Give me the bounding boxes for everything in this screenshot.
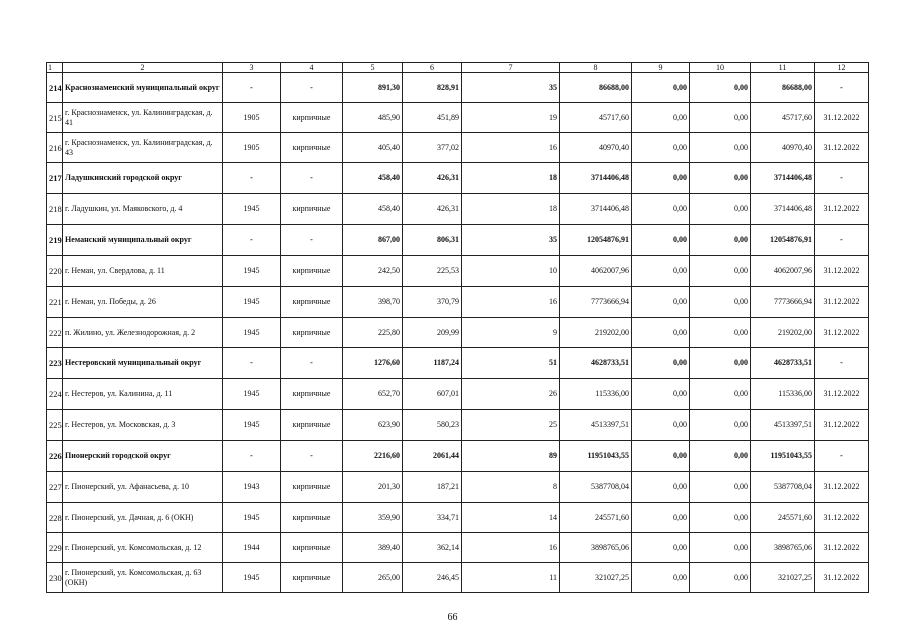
table-cell: 31.12.2022 (815, 379, 869, 410)
table-cell: 1945 (223, 318, 281, 348)
column-number-header: 4 (281, 63, 343, 73)
table-cell: 4062007,96 (751, 256, 815, 287)
table-cell: кирпичные (281, 533, 343, 563)
table-cell: кирпичные (281, 103, 343, 133)
table-cell: 2216,60 (343, 441, 403, 472)
table-cell: 426,31 (403, 194, 462, 225)
table-cell: 10 (462, 256, 560, 287)
table-cell: 0,00 (690, 103, 751, 133)
table-cell: 389,40 (343, 533, 403, 563)
table-cell: 1945 (223, 563, 281, 593)
table-cell: 225,80 (343, 318, 403, 348)
table-cell: 3714406,48 (560, 194, 632, 225)
table-cell: 405,40 (343, 133, 403, 163)
table-cell: 9 (462, 318, 560, 348)
table-cell: - (815, 73, 869, 103)
table-cell: кирпичные (281, 379, 343, 410)
table-cell: 18 (462, 194, 560, 225)
registry-table (46, 62, 869, 593)
table-cell: 0,00 (690, 533, 751, 563)
table-cell: 31.12.2022 (815, 318, 869, 348)
column-number-header: 5 (343, 63, 403, 73)
table-cell: г. Пионерский, ул. Афанасьева, д. 10 (63, 472, 223, 503)
table-cell: кирпичные (281, 410, 343, 441)
table-cell: 1905 (223, 103, 281, 133)
column-number-header: 12 (815, 63, 869, 73)
table-cell: 828,91 (403, 73, 462, 103)
table-cell: кирпичные (281, 563, 343, 593)
table-cell: 228 (47, 503, 63, 533)
table-cell: 0,00 (632, 441, 690, 472)
table-cell: 607,01 (403, 379, 462, 410)
table-cell: 31.12.2022 (815, 103, 869, 133)
table-cell: 7773666,94 (751, 287, 815, 318)
table-cell: 31.12.2022 (815, 194, 869, 225)
table-row-subtotal (47, 163, 869, 194)
table-cell: 219202,00 (560, 318, 632, 348)
table-cell: - (223, 348, 281, 379)
table-cell: 11951043,55 (560, 441, 632, 472)
table-cell: 3714406,48 (560, 163, 632, 194)
table-cell: Краснознаменский муниципальный округ (63, 73, 223, 103)
table-cell: 14 (462, 503, 560, 533)
table-cell: 426,31 (403, 163, 462, 194)
table-cell: 31.12.2022 (815, 133, 869, 163)
table-cell: 3898765,06 (560, 533, 632, 563)
table-cell: 40970,40 (751, 133, 815, 163)
column-number-header-row (47, 63, 869, 73)
table-cell: - (223, 163, 281, 194)
table-cell: 0,00 (632, 533, 690, 563)
table-cell: 214 (47, 73, 63, 103)
table-cell: 623,90 (343, 410, 403, 441)
table-cell: 0,00 (632, 163, 690, 194)
table-cell: г. Неман, ул. Победы, д. 26 (63, 287, 223, 318)
table-cell: 12054876,91 (560, 225, 632, 256)
table-cell: 0,00 (690, 287, 751, 318)
table-cell: 11 (462, 563, 560, 593)
table-cell: 0,00 (690, 194, 751, 225)
table-cell: 652,70 (343, 379, 403, 410)
table-cell: 51 (462, 348, 560, 379)
table-cell: 0,00 (632, 287, 690, 318)
table-cell: 11951043,55 (751, 441, 815, 472)
table-cell: 25 (462, 410, 560, 441)
table-cell: 1945 (223, 287, 281, 318)
table-cell: 321027,25 (560, 563, 632, 593)
table-cell: 16 (462, 287, 560, 318)
table-cell: 334,71 (403, 503, 462, 533)
table-cell: 201,30 (343, 472, 403, 503)
table-row-subtotal (47, 348, 869, 379)
table-cell: - (281, 441, 343, 472)
table-cell: 485,90 (343, 103, 403, 133)
table-cell: 451,89 (403, 103, 462, 133)
table-cell: 225 (47, 410, 63, 441)
table-cell: 89 (462, 441, 560, 472)
table-cell: 5387708,04 (751, 472, 815, 503)
table-row-subtotal (47, 225, 869, 256)
table-cell: 806,31 (403, 225, 462, 256)
column-number-header: 7 (462, 63, 560, 73)
column-number-header: 2 (63, 63, 223, 73)
table-cell: 19 (462, 103, 560, 133)
table-cell: г. Нестеров, ул. Калинина, д. 11 (63, 379, 223, 410)
table-cell: 223 (47, 348, 63, 379)
table-cell: 5387708,04 (560, 472, 632, 503)
table-cell: 31.12.2022 (815, 472, 869, 503)
table-cell: кирпичные (281, 194, 343, 225)
table-cell: 219202,00 (751, 318, 815, 348)
table-cell: кирпичные (281, 318, 343, 348)
table-row-subtotal (47, 73, 869, 103)
table-cell: г. Краснознаменск, ул. Калининградская, д. 43 (63, 133, 223, 163)
table-cell: 377,02 (403, 133, 462, 163)
table-row (47, 563, 869, 593)
table-row (47, 379, 869, 410)
table-cell: 4628733,51 (560, 348, 632, 379)
table-cell: 218 (47, 194, 63, 225)
page-number: 66 (447, 612, 458, 623)
table-cell: 220 (47, 256, 63, 287)
table-cell: 0,00 (632, 103, 690, 133)
table-cell: 1945 (223, 194, 281, 225)
table-body (47, 63, 869, 593)
table-cell: - (815, 348, 869, 379)
table-cell: 4513397,51 (751, 410, 815, 441)
table-cell: 12054876,91 (751, 225, 815, 256)
table-cell: г. Неман, ул. Свердлова, д. 11 (63, 256, 223, 287)
table-row (47, 133, 869, 163)
table-cell: 26 (462, 379, 560, 410)
table-cell: г. Ладушкин, ул. Маяковского, д. 4 (63, 194, 223, 225)
table-cell: - (281, 163, 343, 194)
table-cell: - (815, 163, 869, 194)
table-cell: п. Жилино, ул. Железнодорожная, д. 2 (63, 318, 223, 348)
table-cell: 0,00 (632, 472, 690, 503)
column-number-header: 1 (47, 63, 63, 73)
table-cell: - (223, 225, 281, 256)
table-cell: 221 (47, 287, 63, 318)
table-cell: 45717,60 (560, 103, 632, 133)
table-cell: 0,00 (632, 225, 690, 256)
column-number-header: 6 (403, 63, 462, 73)
table-cell: 0,00 (632, 318, 690, 348)
table-cell: 226 (47, 441, 63, 472)
table-cell: кирпичные (281, 472, 343, 503)
table-cell: 86688,00 (560, 73, 632, 103)
table-cell: 0,00 (690, 472, 751, 503)
table-cell: 115336,00 (560, 379, 632, 410)
table-cell: г. Пионерский, ул. Комсомольская, д. 12 (63, 533, 223, 563)
table-cell: 1905 (223, 133, 281, 163)
table-cell: 398,70 (343, 287, 403, 318)
table-cell: г. Краснознаменск, ул. Калининградская, д. 41 (63, 103, 223, 133)
table-row (47, 194, 869, 225)
table-cell: 0,00 (690, 318, 751, 348)
table-cell: 0,00 (690, 441, 751, 472)
table-cell: 86688,00 (751, 73, 815, 103)
table-cell: - (223, 441, 281, 472)
table-cell: 31.12.2022 (815, 287, 869, 318)
table-cell: - (281, 73, 343, 103)
table-cell: 0,00 (690, 225, 751, 256)
table-cell: - (223, 73, 281, 103)
table-cell: 209,99 (403, 318, 462, 348)
table-cell: 31.12.2022 (815, 256, 869, 287)
table-cell: 867,00 (343, 225, 403, 256)
table-cell: 219 (47, 225, 63, 256)
table-cell: 4513397,51 (560, 410, 632, 441)
table-cell: 580,23 (403, 410, 462, 441)
table-cell: Пионерский городской округ (63, 441, 223, 472)
table-cell: 16 (462, 533, 560, 563)
table-cell: 7773666,94 (560, 287, 632, 318)
table-cell: Нестеровский муниципальный округ (63, 348, 223, 379)
table-cell: 0,00 (690, 163, 751, 194)
table-cell: 458,40 (343, 163, 403, 194)
table-cell: 1945 (223, 379, 281, 410)
table-cell: 1276,60 (343, 348, 403, 379)
table-cell: 3714406,48 (751, 163, 815, 194)
table-cell: 362,14 (403, 533, 462, 563)
table-cell: 230 (47, 563, 63, 593)
table-cell: 4628733,51 (751, 348, 815, 379)
table-cell: 242,50 (343, 256, 403, 287)
table-cell: г. Пионерский, ул. Комсомольская, д. 63 (ОКН) (63, 563, 223, 593)
table-cell: 3714406,48 (751, 194, 815, 225)
table-cell: 1943 (223, 472, 281, 503)
table-cell: 0,00 (690, 379, 751, 410)
table-cell: 40970,40 (560, 133, 632, 163)
table-cell: 222 (47, 318, 63, 348)
table-cell: 35 (462, 73, 560, 103)
table-row (47, 103, 869, 133)
table-cell: 0,00 (632, 503, 690, 533)
table-cell: 216 (47, 133, 63, 163)
table-cell: 321027,25 (751, 563, 815, 593)
table-cell: 265,00 (343, 563, 403, 593)
table-cell: 891,30 (343, 73, 403, 103)
table-cell: 0,00 (690, 73, 751, 103)
table-cell: 31.12.2022 (815, 533, 869, 563)
table-cell: г. Нестеров, ул. Московская, д. 3 (63, 410, 223, 441)
table-row (47, 503, 869, 533)
table-cell: 31.12.2022 (815, 503, 869, 533)
table-cell: 1945 (223, 256, 281, 287)
table-cell: 229 (47, 533, 63, 563)
table-cell: 246,45 (403, 563, 462, 593)
table-cell: 35 (462, 225, 560, 256)
table-cell: - (281, 225, 343, 256)
table-cell: 8 (462, 472, 560, 503)
table-row (47, 318, 869, 348)
column-number-header: 11 (751, 63, 815, 73)
table-cell: кирпичные (281, 256, 343, 287)
table-cell: 370,79 (403, 287, 462, 318)
table-cell: 115336,00 (751, 379, 815, 410)
table-cell: кирпичные (281, 287, 343, 318)
table-cell: 215 (47, 103, 63, 133)
table-cell: 16 (462, 133, 560, 163)
table-cell: 0,00 (632, 563, 690, 593)
table-cell: 0,00 (632, 73, 690, 103)
table-cell: 0,00 (690, 503, 751, 533)
table-cell: г. Пионерский, ул. Дачная, д. 6 (ОКН) (63, 503, 223, 533)
table-cell: 0,00 (690, 348, 751, 379)
column-number-header: 8 (560, 63, 632, 73)
table-cell: 0,00 (632, 133, 690, 163)
table-cell: 245571,60 (560, 503, 632, 533)
table-cell: 4062007,96 (560, 256, 632, 287)
table-cell: 0,00 (632, 194, 690, 225)
table-cell: 0,00 (690, 256, 751, 287)
table-cell: 18 (462, 163, 560, 194)
table-cell: 0,00 (632, 256, 690, 287)
table-cell: 0,00 (632, 379, 690, 410)
table-cell: кирпичные (281, 133, 343, 163)
table-cell: 0,00 (632, 348, 690, 379)
table-row (47, 472, 869, 503)
table-cell: 31.12.2022 (815, 410, 869, 441)
table-cell: 1187,24 (403, 348, 462, 379)
column-number-header: 9 (632, 63, 690, 73)
table-cell: 2061,44 (403, 441, 462, 472)
table-cell: 227 (47, 472, 63, 503)
table-cell: 45717,60 (751, 103, 815, 133)
table-row (47, 287, 869, 318)
table-cell: 217 (47, 163, 63, 194)
table-cell: Ладушкинский городской округ (63, 163, 223, 194)
table-cell: - (281, 348, 343, 379)
table-cell: 187,21 (403, 472, 462, 503)
table-cell: 1945 (223, 503, 281, 533)
table-cell: 0,00 (690, 563, 751, 593)
column-number-header: 10 (690, 63, 751, 73)
table-cell: 1945 (223, 410, 281, 441)
table-cell: - (815, 225, 869, 256)
table-cell: - (815, 441, 869, 472)
table-cell: 245571,60 (751, 503, 815, 533)
table-cell: 224 (47, 379, 63, 410)
table-row-subtotal (47, 441, 869, 472)
table-cell: 3898765,06 (751, 533, 815, 563)
table-cell: 0,00 (632, 410, 690, 441)
table-cell: 225,53 (403, 256, 462, 287)
table-cell: Неманский муниципальный округ (63, 225, 223, 256)
table-cell: 31.12.2022 (815, 563, 869, 593)
table-cell: 359,90 (343, 503, 403, 533)
table-cell: 0,00 (690, 133, 751, 163)
table-row (47, 410, 869, 441)
column-number-header: 3 (223, 63, 281, 73)
table-cell: 0,00 (690, 410, 751, 441)
table-row (47, 256, 869, 287)
table-row (47, 533, 869, 563)
table-cell: кирпичные (281, 503, 343, 533)
table-cell: 458,40 (343, 194, 403, 225)
table-cell: 1944 (223, 533, 281, 563)
